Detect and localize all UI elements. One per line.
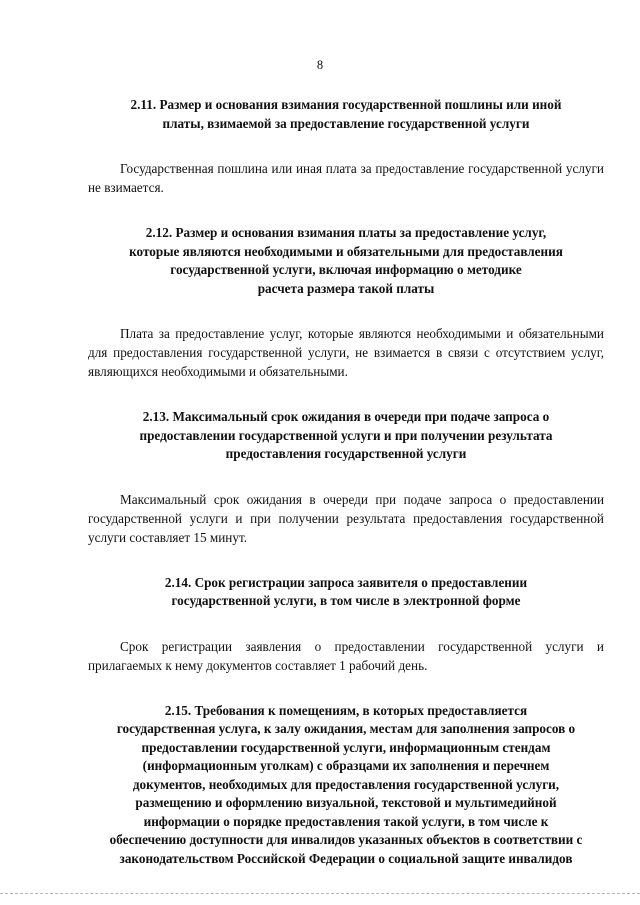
section-2-14 — [88, 574, 604, 675]
page-number: 8 — [316, 58, 324, 72]
section-body: Плата за предоставление услуг, которые являются необходимыми и обязательными для предоставления государственной услуги, не взимается в связи с отсутствием услуг, являющихся необходимыми и обязательными. — [88, 326, 604, 379]
section-title-line: платы, взимаемой за предоставление государственной услуги — [162, 115, 530, 131]
scan-bottom-edge — [0, 893, 640, 894]
section-title — [88, 224, 604, 298]
section-body: Срок регистрации заявления о предоставлении государственной услуги и прилагаемых к нему документов составляет 1 рабочий день. — [88, 638, 604, 673]
section-title-line: предоставления государственной услуги — [225, 446, 467, 461]
section-title-line: предоставлении государственной услуги, информационным стендам — [141, 739, 551, 755]
document-content — [88, 96, 604, 894]
section-title-line: 2.12. Размер и основания взимания платы за предоставление услуг, — [145, 225, 547, 240]
section-title-line: государственной услуги, в том числе в электронной форме — [171, 593, 521, 608]
section-body: Максимальный срок ожидания в очереди при подаче запроса о предоставлении государственной услуги и при получении результата предоставления государственной услуги составляет 15 минут. — [88, 491, 604, 545]
section-title-line: расчета размера такой платы — [257, 280, 435, 296]
section-title — [88, 574, 604, 611]
section-title-line: (информационным уголкам) с образцами их заполнения и перечнем — [142, 758, 550, 773]
section-title-line: 2.13. Максимальный срок ожидания в очереди при подаче запроса о — [142, 409, 550, 424]
section-title-line: государственная услуга, к залу ожидания, местам для заполнения запросов о — [116, 721, 576, 736]
section-title — [88, 408, 604, 464]
section-title-line: размещению и оформлению визуальной, текстовой и мультимедийной — [135, 795, 557, 810]
section-title — [88, 702, 604, 869]
section-title-line: информации о порядке предоставления такой услуги, в том числе к — [143, 813, 549, 829]
section-title-line: 2.15. Требования к помещениям, в которых предоставляется — [164, 702, 528, 718]
section-title-line: которые являются необходимыми и обязательными для предоставления — [129, 243, 563, 259]
section-title-line: законодательством Российской Федерации о социальной защите инвалидов — [119, 850, 573, 866]
section-2-15 — [88, 702, 604, 869]
section-title-line: обеспечению доступности для инвалидов указанных объектов в соответствии с — [109, 832, 583, 847]
section-title-line: государственной услуги, включая информацию о методике — [170, 262, 522, 277]
section-title — [88, 96, 604, 133]
section-title-line: документов, необходимых для предоставления государственной услуги, — [132, 776, 560, 792]
section-title-line: 2.14. Срок регистрации запроса заявителя о предоставлении — [164, 574, 528, 590]
section-body: Государственная пошлина или иная плата за предоставление государственной услуги не взимается. — [88, 161, 604, 195]
section-title-line: предоставлении государственной услуги и при получении результата — [139, 427, 553, 443]
section-2-11 — [88, 96, 604, 197]
section-title-line: 2.11. Размер и основания взимания государственной пошлины или иной — [130, 97, 562, 112]
section-2-12 — [88, 224, 604, 381]
section-2-13 — [88, 408, 604, 547]
